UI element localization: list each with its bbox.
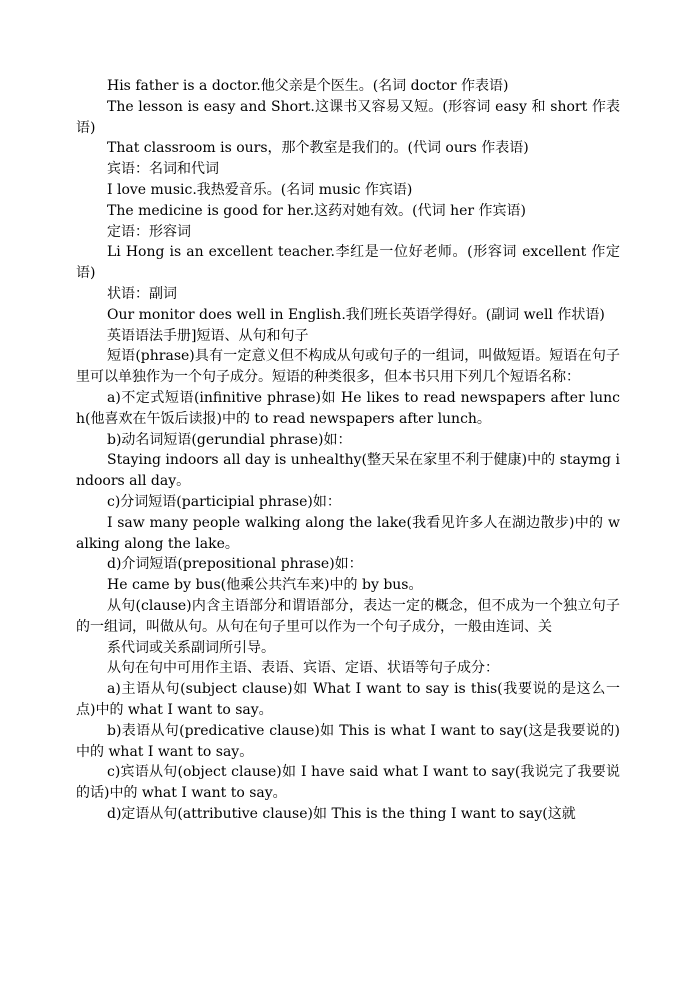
heading-attribute: 定语：形容词	[107, 223, 191, 240]
paragraph-subject-clause: a)主语从句(subject clause)如 What I want to say is this(我要说的是这么一点)中的 what I want to say。	[76, 681, 620, 718]
paragraph-2: The lesson is easy and Short.这课书又容易又短。(形容词 easy 和 short 作表语)	[76, 98, 620, 136]
paragraph-6: The medicine is good for her.这药对她有效。(代词 her 作宾语)	[107, 202, 526, 219]
paragraph-prepositional-example: He came by bus(他乘公共汽车来)中的 by bus。	[107, 577, 423, 594]
paragraph-object-clause: c)宾语从句(object clause)如 I have said what I want to say(我说完了我要说的话)中的 what I want to say。	[76, 764, 620, 802]
paragraph-phrase-definition: 短语(phrase)具有一定意义但不构成从句或句子的一组词，叫做短语。短语在句子里可以单独作为一个句子成分。短语的种类很多，但本书只用下列几个短语名称：	[76, 348, 620, 386]
paragraph-clause-functions: 从句在句中可用作主语、表语、宾语、定语、状语等句子成分：	[107, 660, 499, 677]
heading-object: 宾语：名词和代词	[107, 161, 219, 178]
paragraph-gerundial: b)动名词短语(gerundial phrase)如：	[107, 431, 352, 448]
paragraph-participial-example: I saw many people walking along the lake(我看见许多人在湖边散步)中的 walking along the lake。	[76, 514, 620, 552]
paragraph-attributive-clause: d)定语从句(attributive clause)如 This is the thing I want to say(这就	[107, 805, 576, 822]
paragraph-5: I love music.我热爱音乐。(名词 music 作宾语)	[107, 181, 413, 198]
paragraph-1: His father is a doctor.他父亲是个医生。(名词 doctor 作表语)	[107, 78, 509, 94]
document-page	[76, 76, 620, 825]
paragraph-3: That classroom is ours，那个教室是我们的。(代词 ours 作表语)	[107, 140, 529, 157]
section-title: 英语语法手册]短语、从句和句子	[107, 327, 309, 344]
paragraph-clause-continued: 系代词或关系副词所引导。	[107, 639, 275, 656]
paragraph-infinitive: a)不定式短语(infinitive phrase)如 He likes to read newspapers after lunch(他喜欢在午饭后读报)中的 to read newspapers after lunch。	[76, 389, 620, 427]
paragraph-gerundial-example: Staying indoors all day is unhealthy(整天呆在家里不利于健康)中的 staymg indoors all day。	[76, 452, 620, 490]
paragraph-8: Li Hong is an excellent teacher.李红是一位好老师。(形容词 excellent 作定语)	[76, 244, 620, 282]
paragraph-clause-definition: 从句(clause)内含主语部分和谓语部分，表达一定的概念，但不成为一个独立句子的一组词，叫做从句。从句在句子里可以作为一个句子成分，一般由连词、关	[76, 597, 620, 635]
paragraph-participial: c)分词短语(participial phrase)如：	[107, 493, 341, 510]
paragraph-prepositional: d)介词短语(prepositional phrase)如：	[107, 556, 363, 573]
heading-adverbial: 状语：副词	[107, 285, 177, 302]
paragraph-predicative-clause: b)表语从句(predicative clause)如 This is what I want to say(这是我要说的)中的 what I want to say。	[76, 722, 620, 760]
paragraph-10: Our monitor does well in English.我们班长英语学得好。(副词 well 作状语)	[107, 306, 605, 323]
